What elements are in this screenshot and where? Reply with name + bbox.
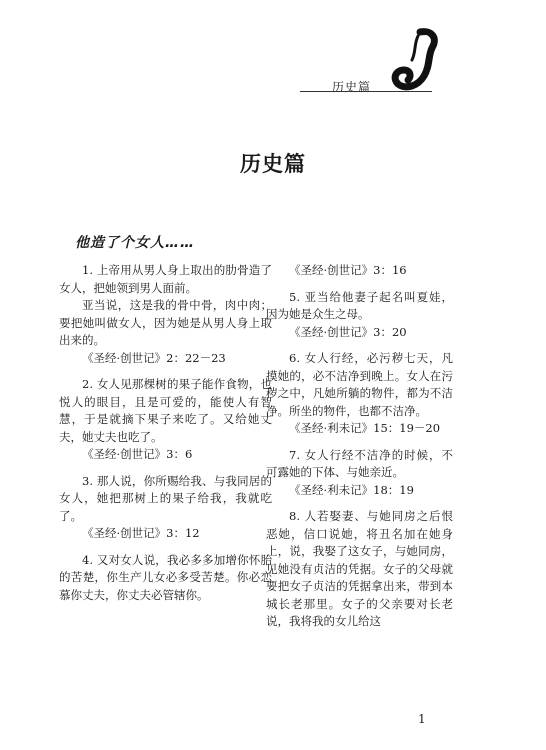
paragraph-gap: [266, 280, 453, 289]
paragraph: 8. 人若娶妻、与她同房之后恨恶她，信口说她，将丑名加在她身上，说，我娶了这女子，与她同房，见她没有贞洁的凭据。女子的父母就要把女子贞洁的凭据拿出来，带到本城长老那里。女子的父亲要对长老说，我将我的女儿给这: [266, 509, 453, 628]
paragraph: 3. 那人说，你所赐给我、与我同居的女人，她把那树上的果子给我，我就吃了。: [59, 473, 272, 523]
paragraph: 1. 上帝用从男人身上取出的肋骨造了女人，把她领到男人面前。: [59, 263, 272, 295]
paragraph-gap: [59, 464, 272, 473]
right-column: [266, 262, 453, 631]
page-number: 1: [418, 712, 426, 726]
citation: 《圣经·利未记》15：19－20: [289, 421, 441, 435]
page-title: 历史篇: [240, 151, 306, 176]
paragraph-gap: [266, 341, 453, 350]
citation: 《圣经·创世记》3：6: [82, 447, 193, 461]
paragraph-gap: [59, 543, 272, 552]
citation: 《圣经·创世记》3：16: [289, 263, 407, 277]
citation: 《圣经·利未记》18：19: [289, 482, 414, 497]
paragraph: 4. 又对女人说，我必多多加增你怀胎的苦楚，你生产儿女必多受苦楚。你必恋慕你丈夫，你丈夫必管辖你。: [59, 552, 272, 602]
citation: 《圣经·创世记》2：22－23: [82, 350, 226, 365]
citation: 《圣经·创世记》3：20: [289, 324, 407, 339]
paragraph-gap: [266, 438, 453, 447]
paragraph-gap: [59, 367, 272, 376]
paragraph: 亚当说，这是我的骨中骨，肉中肉；要把她叫做女人，因为她是从男人身上取出来的。: [59, 298, 272, 347]
header-rule: [300, 91, 432, 92]
left-column: [59, 262, 272, 604]
running-header: 历史篇: [332, 80, 372, 94]
paragraph: 2. 女人见那棵树的果子能作食物，也悦人的眼目，且是可爱的，能使人有智慧，于是就摘下果子来吃了。又给她丈夫，她丈夫也吃了。: [59, 377, 272, 444]
paragraph: 7. 女人行经不洁净的时候，不可露她的下体、与她亲近。: [266, 447, 453, 479]
citation: 《圣经·创世记》3：12: [82, 526, 200, 540]
paragraph: 5. 亚当给他妻子起名叫夏娃，因为她是众生之母。: [266, 289, 453, 321]
paragraph: 6. 女人行经，必污秽七天，凡摸她的，必不洁净到晚上。女人在污秽之中，凡她所躺的物件，都为不洁净。所坐的物件，也都不洁净。: [266, 351, 453, 418]
paragraph-gap: [266, 499, 453, 508]
section-title: 他造了个女人……: [75, 235, 195, 251]
header-emblem-icon: [388, 26, 442, 94]
